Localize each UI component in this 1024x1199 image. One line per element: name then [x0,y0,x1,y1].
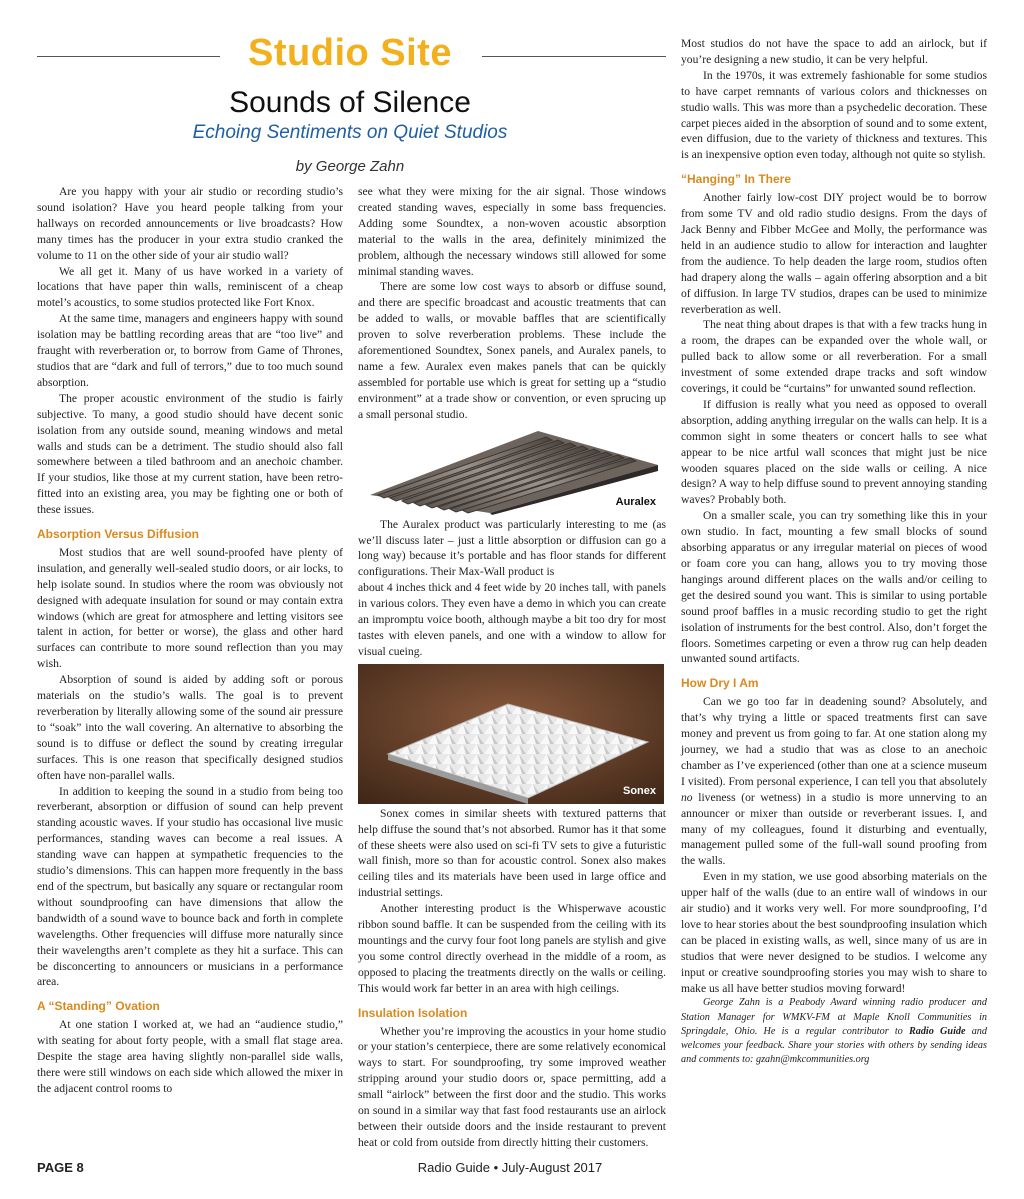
paragraph: Whether you’re improving the acoustics in your home studio or your station’s centerpiece, there are some relatively economical ways to start. For soundproofing, try some improved weather stripping around your studio doors or, space permitting, add a small “airlock” between the first door and the studio. This works on sound in a similar way that fast food restaurants use an airlock between their outside doors and the inside restaurant to prevent heat or cold from outside from directly hitting their customers. [358,1024,666,1149]
header-rule-left [37,56,220,57]
paragraph: Are you happy with your air studio or recording studio’s sound isolation? Have you heard people talking from your hallways on recorded announcements or live broadcasts? How many times has the producer in your extra studio cranked the volume to 11 on the other side of your air studio wall? [37,185,343,262]
subheading-standing-ovation: A “Standing” Ovation [37,999,160,1014]
paragraph: Even in my station, we use good absorbing materials on the upper half of the walls (due to an entire wall of windows in our air studio) and it works very well. For more soundproofing, I’d love to hear stories about the best soundproofing insulation which can be placed in existing walls, as well, since many of us are in studios that were never designed to be studios. I welcome any input or creative soundproofing stories you may wish to share to make us all have better studios moving forward! [681,870,987,995]
section-title: Studio Site [248,32,452,74]
auralex-caption: Auralex [615,495,656,508]
subheading-hanging: “Hanging” In There [681,172,792,187]
subheading-how-dry: How Dry I Am [681,676,759,691]
header-rule-right [482,56,666,57]
author-bio [681,996,987,1067]
paragraph: Another fairly low-cost DIY project would be to borrow from some TV and old radio studio designs. From the days of Jack Benny and Fibber McGee and Molly, the performance was held in an audience studio to allow for interaction and laughter from the audience. To help deaden the large room, studios often had drapery along the walls – again offering absorption and a bit of diffusion. In large TV studios, drapes can be used to minimize reverberation as well. [681,191,987,316]
text-span: Can we go too far in deadening sound? Absolutely, and that’s why trying a little or spaced treatments first can save money and prevent us from going to far. At one station along my journey, we had a studio that was as close to an anechoic chamber as I’ve experienced (other than one at a science museum I visited). From personal experience, I can tell you that absolutely [681,695,987,788]
column-2 [358,184,666,1151]
paragraph: Absorption of sound is aided by adding soft or porous materials on the studio’s walls. The goal is to prevent reverberation by literally allowing some of the sound air pressure to “soak” into the wall covering. An alternative to absorbing the sound is to diffuse or deflect the sound by creating irregular surfaces. This is one reason that specifically designed studios often have non-parallel walls. [37,673,343,782]
paragraph: On a smaller scale, you can try something like this in your own studio. In fact, mounting a few small blocks of sound absorbing apparatus or any irregular material on pieces of wood or foam core you can hang, allows you to try moving those hangings around different places on the walls and/or ceiling to get the desired sound you want. This is similar to using portable sound proof baffles in a music recording studio to get the right isolation of instruments for the best control. Also, don’t forget the floors. Sometimes carpeting or even a throw rug can help deaden unwanted sound artifacts. [681,509,987,666]
paragraph: At one station I worked at, we had an “audience studio,” with seating for about forty people, with a small flat stage area. Despite the stage area having slightly non-parallel side walls, there were still windows on each side which allowed the mixer in the adjacent control rooms to [37,1018,343,1095]
paragraph: We all get it. Many of us have worked in a variety of locations that have paper thin walls, reminiscent of a cheap motel’s acoustics, to some studios protected like Fort Knox. [37,264,343,310]
paragraph: The Auralex product was particularly interesting to me (as we’ll discuss later – just a little absorption or diffusion can go a long way) because it’s portable and has floor stands for different configurations. Their Max-Wall product is [358,517,666,579]
paragraph: see what they were mixing for the air signal. Those windows created standing waves, especially in some bass frequencies. Adding some Soundtex, a non-woven acoustic absorption material to the walls in the area, definitely minimized the problem, although the necessary windows still allowed for some minimal standing waves. [358,185,666,278]
publication-footer: Radio Guide • July-August 2017 [417,1160,603,1175]
sonex-image [358,664,664,804]
paragraph: If diffusion is really what you need as opposed to overall absorption, adding anything irregular on the walls can help. It is a common sight in some theaters or concert halls to see what appear to be nice artful wall sconces that might just be nice wooden squares placed on the side walls or ceiling. A nice design? A way to help diffuse sound to prevent annoying standing waves? Probably both. [681,397,987,507]
paragraph: The proper acoustic environment of the studio is fairly subjective. To many, a good studio should have decent sonic isolation from any outside sound, meaning windows and metal walls and studs can be a detriment. The studio should also fall somewhere between a tiled bathroom and an anechoic chamber. If your studios, like those at my current station, have been retro-fitted into an existing area, you may be fighting one or both of these issues. [37,391,343,517]
paragraph: In the 1970s, it was extremely fashionable for some studios to have carpet remnants of various colors and thicknesses on studio walls. This was more than a psychedelic decoration. These carpet pieces aided in the absorption of sound and to some extent, even diffusion, due to the variety of thickness and textures. This is an inexpensive option even today, although not quite so stylish. [681,68,987,162]
article-title: Sounds of Silence [229,86,471,119]
page-number: PAGE 8 [37,1160,84,1175]
paragraph: Another interesting product is the Whisperwave acoustic ribbon sound baffle. It can be suspended from the ceiling with its mountings and the curvy four foot long panels are stylish and give you some control directly overhead in the middle of a room, as opposed to placing the treatments directly on the walls or ceiling. This would work far better in an area with high ceilings. [358,902,666,995]
bio-text: and welcomes your feedback. Share your stories with others by sending ideas and comments to: gzahn@mkcommunities.org [681,1025,987,1066]
emphasis: no [681,790,693,804]
auralex-image [358,425,664,515]
paragraph: The neat thing about drapes is that with a few tracks hung in a room, the drapes can be expanded over the whole wall, or pulled back to allow some or all reverberation. For a small investment of some extended drape tracks and soft window coverings, it could be “curtains” for unwanted sound reflection. [681,318,987,396]
paragraph: At the same time, managers and engineers happy with sound isolation may be battling recording areas that are “too live” and fraught with reverberation or, to borrow from Game of Thrones, studios that are “dark and full of terrors,” due to too much sound absorption. [37,312,343,389]
bio-publication: Radio Guide [908,1025,966,1037]
paragraph: Most studios do not have the space to add an airlock, but if you’re designing a new studio, it can be very helpful. [681,37,987,66]
article-subtitle: Echoing Sentiments on Quiet Studios [192,122,508,143]
subheading-absorption: Absorption Versus Diffusion [37,527,200,542]
paragraph: Most studios that are well sound-proofed have plenty of insulation, and generally well-sealed studio doors, or air locks, to help isolate sound. In studios where the room was obviously not designed with adequate insulation for sound or may contain extra windows (which are great for atmosphere and letting visitors see talent in action, for better or worse), the glass and other hard surfaces can contribute to more sound reflection than you may wish. [37,545,343,671]
paragraph: In addition to keeping the sound in a studio from being too reverberant, absorption or diffusion of sound can help prevent standing acoustic waves. If your studio has occasional live music performances, standing waves can become a real issues. A standing wave can happen at sympathetic frequencies to the studio’s dimensions. This can happen more frequently in the bass end of the spectrum, but basically any square or rectangular room without soundproofing can have dimensions that allow the bandwidth of a sound wave to bounce back and forth in complete wavelengths. Other frequencies will diffuse more naturally since their wavelengths aren’t complete as they hit a surface. This can be disconcerting to announcers or musicians in a performance area. [37,784,343,989]
paragraph: There are some low cost ways to absorb or diffuse sound, and there are specific broadcast and acoustic treatments that can be added to walls, or movable baffles that are scientifically proven to solve reverberation problems. These include the aforementioned Soundtex, Sonex panels, and Auralex panels, to name a few. Auralex even makes panels that can be quickly assembled for portable use which is great for setting up a “studio environment” at a trade show or convention, or even sprucing up a small personal studio. [358,280,666,421]
subheading-insulation: Insulation Isolation [358,1005,468,1020]
bio-text: George Zahn is a Peabody Award winning radio producer and Station Manager for WMKV-FM at Maple Knoll Communities in Springdale, Ohio. He is a regular contributor to [681,997,987,1037]
paragraph: about 4 inches thick and 4 feet wide by 20 inches tall, with panels in various colors. They even have a demo in which you can create an impromptu voice booth, although maybe a bit too dry for most tastes with eleven panels, and one with a window to allow for visual cueing. [358,581,666,658]
paragraph [681,694,987,869]
column-1 [37,184,343,1097]
column-3 [681,36,987,1067]
paragraph: Sonex comes in similar sheets with textured patterns that help diffuse the sound that’s not absorbed. Rumor has it that some of these sheets were also used on sci-fi TV sets to give a futuristic wall finish, more so than for acoustic control. Sonex also makes ceiling tiles and its materials have been used in large office and industrial settings. [358,806,666,900]
byline: by George Zahn [295,158,405,175]
text-span: liveness (or wetness) in a studio is more unnerving to an announcer or mixer than outside or reverberant issues. I, and many of my colleagues, found it disturbing and eventually, management pulled some of the full-wall sound proofing from the walls. [681,790,987,868]
sonex-panel-illustration [358,664,664,804]
sonex-caption: Sonex [622,784,656,797]
